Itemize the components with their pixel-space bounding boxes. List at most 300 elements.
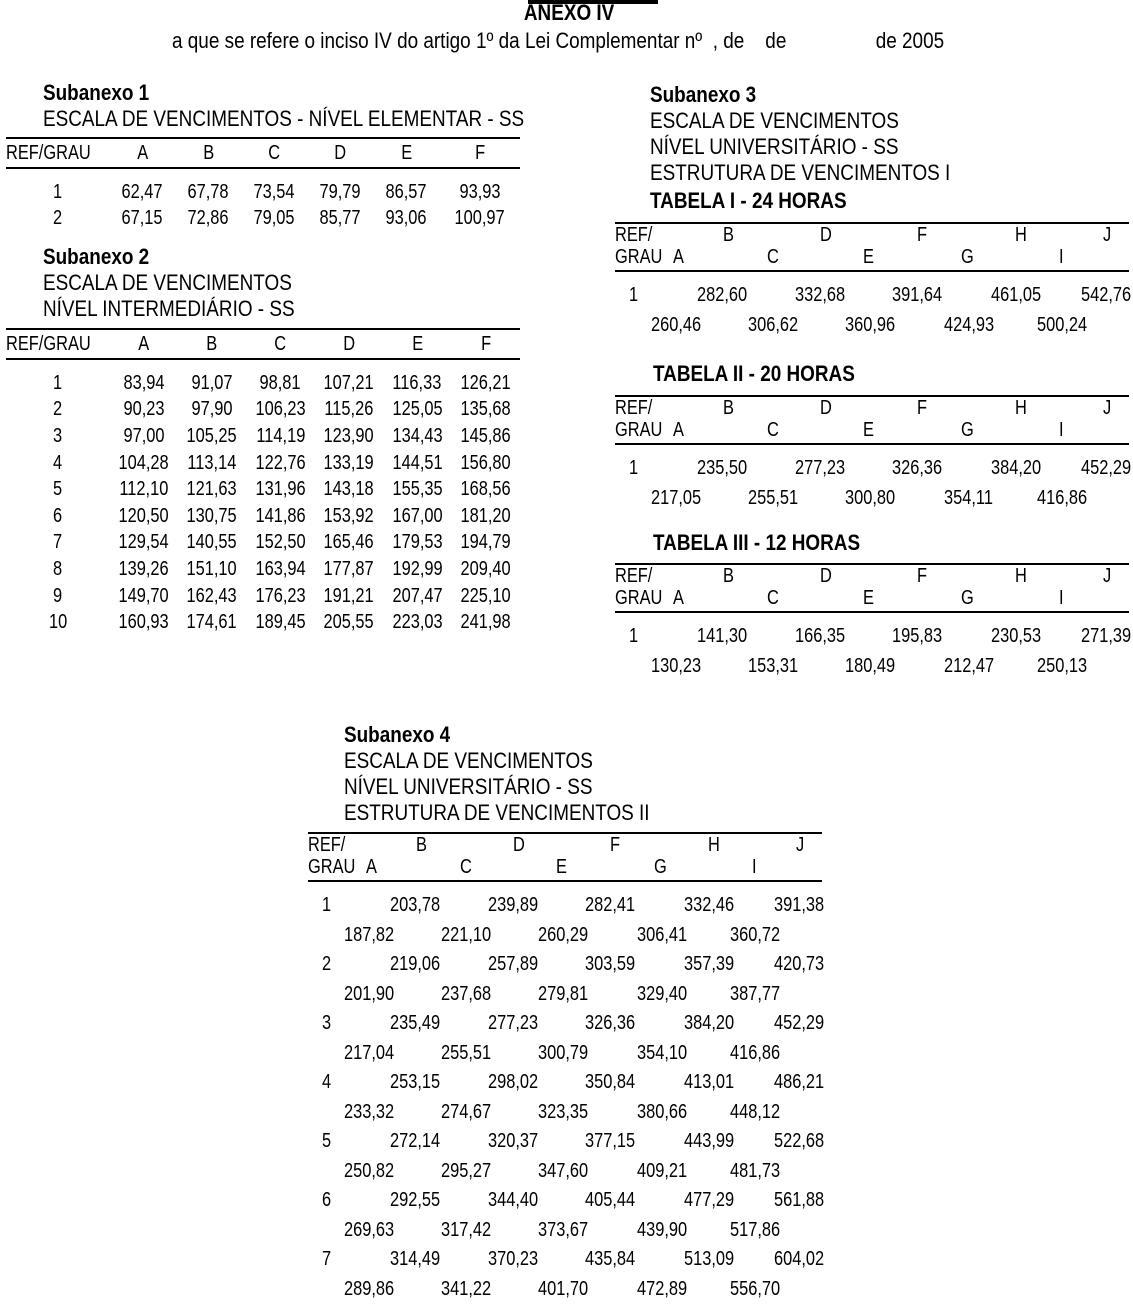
two-level-table: [308, 832, 825, 1311]
column-header: H: [1015, 565, 1027, 587]
column-header: B: [723, 224, 734, 246]
column-header-label: D: [334, 141, 347, 164]
row-ref: 2: [322, 953, 332, 975]
row-ref: [6, 168, 109, 206]
table-header: [615, 395, 1129, 445]
cell-value: 160,93: [118, 611, 169, 634]
cell-value: 145,86: [460, 424, 511, 447]
cell-value: 133,19: [323, 451, 374, 474]
row-ref: 1: [322, 894, 332, 916]
row-ref: 5: [322, 1130, 332, 1152]
table-cell: [175, 168, 241, 206]
cell-value: 239,89: [488, 894, 539, 916]
cell-value: 191,21: [323, 584, 374, 607]
cell-value: 219,06: [390, 953, 441, 975]
column-header: GRAU: [615, 587, 663, 609]
cell-value: 272,14: [390, 1130, 441, 1152]
cell-value: 149,70: [118, 584, 169, 607]
cell-value: 112,10: [119, 478, 169, 501]
column-header: I: [1059, 587, 1064, 609]
table-header-row: [6, 329, 520, 359]
cell-value: 542,76: [1081, 284, 1132, 306]
column-header-label: A: [136, 141, 148, 164]
cell-value: 413,01: [684, 1071, 735, 1093]
table-row: [6, 423, 520, 450]
table-row: [6, 359, 520, 397]
cell-value: 79,05: [253, 207, 295, 230]
column-header: J: [1103, 397, 1112, 419]
table-header: [308, 832, 822, 882]
cell-value: 344,40: [488, 1189, 539, 1211]
subanexo-1-table: [6, 137, 520, 232]
cell-value: 391,38: [774, 894, 825, 916]
cell-value: 2: [53, 207, 63, 230]
tabela-title: TABELA I - 24 HORAS: [650, 188, 847, 213]
column-header-label: B: [206, 332, 218, 355]
table-cell: [452, 583, 520, 610]
subanexo-2-line2: NÍVEL INTERMEDIÁRIO - SS: [43, 296, 295, 321]
column-header: C: [767, 246, 779, 268]
column-header: [6, 329, 109, 359]
cell-value: 194,79: [460, 531, 511, 554]
cell-value: 73,54: [253, 180, 295, 203]
cell-value: 176,23: [255, 584, 306, 607]
cell-value: 90,23: [123, 398, 165, 421]
cell-value: 217,05: [651, 486, 702, 509]
cell-value: 115,26: [324, 398, 374, 421]
cell-value: 274,67: [441, 1100, 492, 1123]
cell-value: 373,67: [538, 1218, 589, 1241]
cell-value: 295,27: [441, 1159, 492, 1182]
table-cell: [383, 503, 451, 530]
row-ref: 4: [322, 1071, 332, 1093]
cell-value: 192,99: [392, 557, 443, 580]
table-cell: [246, 397, 314, 424]
cell-value: 100,97: [454, 207, 505, 230]
column-header-label: REF/GRAU: [6, 141, 91, 164]
cell-value: 139,26: [118, 557, 169, 580]
table-cell: [452, 556, 520, 583]
cell-value: 162,43: [186, 584, 238, 607]
table-body: [615, 445, 1132, 520]
cell-value: 166,35: [795, 625, 846, 647]
cell-value: 8: [53, 557, 63, 580]
cell-value: 91,07: [191, 371, 233, 394]
subanexo-2-line1: ESCALA DE VENCIMENTOS: [43, 270, 292, 295]
cell-value: 314,49: [390, 1248, 441, 1270]
column-header-label: D: [342, 332, 355, 355]
cell-value: 522,68: [774, 1130, 825, 1152]
column-header: E: [556, 856, 567, 878]
table-cell: [452, 359, 520, 397]
table-header-row: [6, 138, 520, 168]
cell-value: 120,50: [118, 504, 169, 527]
column-header: [109, 138, 175, 168]
subanexo-1-heading-block: [43, 80, 603, 132]
cell-value: 250,82: [344, 1159, 395, 1182]
column-header: C: [767, 587, 779, 609]
cell-value: 153,92: [323, 504, 374, 527]
row-ref: [6, 359, 109, 397]
table-body: [308, 882, 825, 1311]
column-header-label: F: [474, 141, 485, 164]
table-cell: [109, 556, 177, 583]
table-cell: [109, 450, 177, 477]
table-cell: [315, 609, 383, 636]
two-level-table: [615, 395, 1132, 520]
cell-value: 2: [53, 398, 63, 421]
table-row: [6, 476, 520, 503]
cell-value: 332,68: [795, 284, 846, 306]
cell-value: 329,40: [637, 982, 688, 1005]
cell-value: 435,84: [585, 1248, 636, 1270]
cell-value: 126,21: [460, 371, 511, 394]
column-header: G: [961, 419, 974, 441]
cell-value: 97,00: [123, 424, 165, 447]
subanexo-3-heading-block: [650, 82, 999, 186]
cell-value: 93,06: [385, 207, 427, 230]
column-header: [175, 138, 241, 168]
cell-value: 401,70: [538, 1277, 589, 1300]
table-cell: [315, 476, 383, 503]
column-header: [241, 138, 307, 168]
cell-value: 7: [53, 531, 63, 554]
cell-value: 292,55: [390, 1189, 441, 1211]
cell-value: 380,66: [637, 1100, 688, 1123]
subanexo-4-line3: ESTRUTURA DE VENCIMENTOS II: [344, 800, 650, 825]
table-cell: [315, 397, 383, 424]
cell-value: 424,93: [944, 313, 995, 336]
row-ref: 1: [629, 625, 639, 647]
cell-value: 135,68: [460, 398, 511, 421]
column-header-label: B: [202, 141, 214, 164]
table-cell: [109, 476, 177, 503]
cell-value: 130,23: [651, 654, 702, 677]
column-header: B: [723, 565, 734, 587]
row-ref: 1: [629, 457, 639, 479]
column-header: [439, 138, 520, 168]
cell-value: 179,53: [392, 531, 443, 554]
table-cell: [246, 583, 314, 610]
row-ref: [6, 450, 109, 477]
cell-value: 165,46: [323, 531, 374, 554]
table-cell: [439, 206, 520, 233]
cell-value: 167,00: [392, 504, 443, 527]
subanexo-4-line2: NÍVEL UNIVERSITÁRIO - SS: [344, 774, 593, 799]
column-header: I: [752, 856, 757, 878]
cell-value: 326,36: [892, 457, 943, 479]
table-cell: [246, 359, 314, 397]
subanexo-4-heading-block: [344, 722, 699, 826]
table-cell: [315, 556, 383, 583]
cell-value: 130,75: [186, 504, 238, 527]
cell-value: 298,02: [488, 1071, 539, 1093]
column-header: C: [767, 419, 779, 441]
row-ref: [6, 583, 109, 610]
column-header: [383, 329, 451, 359]
cell-value: 354,11: [944, 486, 993, 509]
column-header: GRAU: [615, 419, 663, 441]
table-row: [6, 609, 520, 636]
table-cell: [452, 450, 520, 477]
column-header: D: [820, 224, 832, 246]
subanexo-4-heading: Subanexo 4: [344, 722, 451, 747]
cell-value: 604,02: [774, 1248, 825, 1270]
row-ref: [6, 556, 109, 583]
table-cell: [109, 609, 177, 636]
table-cell: [109, 503, 177, 530]
table-cell: [452, 503, 520, 530]
table-row: [6, 397, 520, 424]
row-ref: 3: [322, 1012, 332, 1034]
cell-value: 5: [53, 478, 63, 501]
table-cell: [315, 423, 383, 450]
column-header: [246, 329, 314, 359]
cell-value: 409,21: [637, 1159, 688, 1182]
cell-value: 241,98: [460, 611, 511, 634]
cell-value: 253,15: [390, 1071, 441, 1093]
table-cell: [383, 359, 451, 397]
cell-value: 67,78: [187, 180, 229, 203]
subanexo-2-table: [6, 328, 520, 636]
row-ref: 6: [322, 1189, 332, 1211]
table-cell: [178, 556, 246, 583]
cell-value: 212,47: [944, 654, 995, 677]
subanexo-3-line3: ESTRUTURA DE VENCIMENTOS I: [650, 160, 951, 185]
table-cell: [246, 423, 314, 450]
column-header: B: [723, 397, 734, 419]
table-cell: [178, 450, 246, 477]
cell-value: 151,10: [186, 557, 238, 580]
cell-value: 180,49: [845, 654, 896, 677]
cell-value: 121,63: [186, 478, 238, 501]
cell-value: 332,46: [684, 894, 735, 916]
column-header: REF/: [615, 565, 653, 587]
table-cell: [315, 530, 383, 557]
cell-value: 152,50: [255, 531, 306, 554]
row-ref: [6, 530, 109, 557]
table-cell: [383, 583, 451, 610]
column-header: [373, 138, 439, 168]
cell-value: 237,68: [441, 982, 492, 1005]
table-row: [6, 556, 520, 583]
table-cell: [241, 206, 307, 233]
page-subtitle: a que se refere o inciso IV do artigo 1º da Lei Complementar nº , de de de 2005: [172, 28, 945, 53]
cell-value: 72,86: [187, 207, 229, 230]
cell-value: 177,87: [323, 557, 374, 580]
table-cell: [307, 168, 373, 206]
column-header: I: [1059, 419, 1064, 441]
table-cell: [452, 609, 520, 636]
cell-value: 134,43: [392, 424, 443, 447]
tabela-title: TABELA III - 12 HORAS: [653, 530, 861, 555]
cell-value: 416,86: [730, 1041, 781, 1064]
cell-value: 271,39: [1081, 625, 1132, 647]
column-header: I: [1059, 246, 1064, 268]
column-header: [109, 329, 177, 359]
table-cell: [178, 530, 246, 557]
cell-value: 141,86: [255, 504, 306, 527]
cell-value: 279,81: [538, 982, 589, 1005]
cell-value: 235,50: [697, 457, 748, 479]
cell-value: 125,05: [392, 398, 443, 421]
cell-value: 452,29: [774, 1012, 825, 1034]
column-header: J: [1103, 224, 1112, 246]
cell-value: 255,51: [748, 486, 799, 509]
cell-value: 153,31: [748, 654, 799, 677]
cell-value: 513,09: [684, 1248, 735, 1270]
column-header-label: E: [411, 332, 423, 355]
cell-value: 98,81: [259, 371, 301, 394]
cell-value: 163,94: [255, 557, 306, 580]
cell-value: 174,61: [186, 611, 238, 634]
cell-value: 79,79: [319, 180, 361, 203]
cell-value: 391,64: [892, 284, 943, 306]
table-cell: [383, 530, 451, 557]
cell-value: 443,99: [684, 1130, 735, 1152]
table-row: [6, 168, 520, 206]
table-cell: [246, 530, 314, 557]
cell-value: 105,25: [186, 424, 238, 447]
table-cell: [246, 556, 314, 583]
cell-value: 500,24: [1037, 313, 1088, 336]
subanexo-3-line1: ESCALA DE VENCIMENTOS: [650, 108, 899, 133]
cell-value: 144,51: [392, 451, 443, 474]
cell-value: 6: [53, 504, 63, 527]
cell-value: 104,28: [118, 451, 169, 474]
cell-value: 10: [48, 611, 67, 634]
subanexo-3-line2: NÍVEL UNIVERSITÁRIO - SS: [650, 134, 899, 159]
column-header: B: [416, 834, 427, 856]
column-header: A: [673, 587, 684, 609]
table-row: [6, 206, 520, 233]
table-cell: [241, 168, 307, 206]
column-header-label: C: [268, 141, 281, 164]
row-ref: 1: [629, 284, 639, 306]
table-cell: [178, 423, 246, 450]
cell-value: 255,51: [441, 1041, 492, 1064]
subanexo-2-heading-block: [43, 244, 336, 322]
cell-value: 517,86: [730, 1218, 781, 1241]
table-cell: [109, 530, 177, 557]
column-header-label: E: [400, 141, 412, 164]
table-cell: [246, 609, 314, 636]
column-header: [307, 138, 373, 168]
cell-value: 140,55: [186, 531, 238, 554]
subanexo-2-heading: Subanexo 2: [43, 244, 150, 269]
table-cell: [178, 583, 246, 610]
column-header: [6, 138, 109, 168]
cell-value: 217,04: [344, 1041, 395, 1064]
column-header: D: [820, 397, 832, 419]
table-cell: [178, 359, 246, 397]
cell-value: 277,23: [488, 1012, 539, 1034]
column-header: J: [1103, 565, 1112, 587]
cell-value: 187,82: [344, 923, 395, 946]
column-header-label: C: [274, 332, 287, 355]
table-cell: [373, 206, 439, 233]
column-header-label: A: [138, 332, 150, 355]
table-cell: [383, 423, 451, 450]
cell-value: 306,62: [748, 313, 799, 336]
cell-value: 360,96: [845, 313, 896, 336]
cell-value: 67,15: [121, 207, 163, 230]
table-cell: [178, 503, 246, 530]
cell-value: 106,23: [255, 398, 306, 421]
table-cell: [109, 206, 175, 233]
column-header: D: [820, 565, 832, 587]
cell-value: 341,22: [441, 1277, 492, 1300]
cell-value: 472,89: [637, 1277, 688, 1300]
column-header: REF/: [615, 397, 653, 419]
table-cell: [383, 450, 451, 477]
cell-value: 439,90: [637, 1218, 688, 1241]
cell-value: 225,10: [460, 584, 511, 607]
cell-value: 86,57: [385, 180, 427, 203]
cell-value: 250,13: [1037, 654, 1088, 677]
column-header: A: [673, 419, 684, 441]
cell-value: 420,73: [774, 953, 825, 975]
row-ref: 7: [322, 1248, 332, 1270]
column-header: G: [961, 246, 974, 268]
cell-value: 477,29: [684, 1189, 735, 1211]
column-header: H: [1015, 224, 1027, 246]
column-header: REF/: [615, 224, 653, 246]
cell-value: 223,03: [392, 611, 443, 634]
table-body: [615, 272, 1132, 347]
row-ref: [6, 476, 109, 503]
cell-value: 300,79: [538, 1041, 589, 1064]
column-header: G: [961, 587, 974, 609]
cell-value: 168,56: [460, 478, 511, 501]
cell-value: 323,35: [538, 1100, 589, 1123]
row-ref: [6, 609, 109, 636]
cell-value: 122,76: [255, 451, 306, 474]
cell-value: 317,42: [441, 1218, 492, 1241]
column-header: REF/: [308, 834, 346, 856]
cell-value: 354,10: [637, 1041, 688, 1064]
two-level-table: [615, 222, 1132, 347]
column-header: G: [654, 856, 667, 878]
page-title: ANEXO IV: [523, 0, 615, 25]
table-cell: [383, 609, 451, 636]
cell-value: 9: [53, 584, 63, 607]
table-cell: [315, 450, 383, 477]
table-cell: [315, 503, 383, 530]
table-cell: [109, 397, 177, 424]
column-header: E: [863, 587, 874, 609]
cell-value: 452,29: [1081, 457, 1132, 479]
cell-value: 155,35: [392, 478, 443, 501]
cell-value: 370,23: [488, 1248, 539, 1270]
cell-value: 62,47: [121, 180, 163, 203]
cell-value: 107,21: [323, 371, 374, 394]
column-header: D: [513, 834, 525, 856]
cell-value: 116,33: [392, 371, 442, 394]
table-cell: [315, 583, 383, 610]
column-header: J: [796, 834, 805, 856]
cell-value: 3: [53, 424, 63, 447]
column-header: GRAU: [615, 246, 663, 268]
cell-value: 93,93: [459, 180, 501, 203]
cell-value: 416,86: [1037, 486, 1088, 509]
table-row: [6, 503, 520, 530]
cell-value: 209,40: [460, 557, 511, 580]
cell-value: 481,73: [730, 1159, 781, 1182]
table-cell: [383, 397, 451, 424]
cell-value: 360,72: [730, 923, 781, 946]
table-cell: [246, 450, 314, 477]
